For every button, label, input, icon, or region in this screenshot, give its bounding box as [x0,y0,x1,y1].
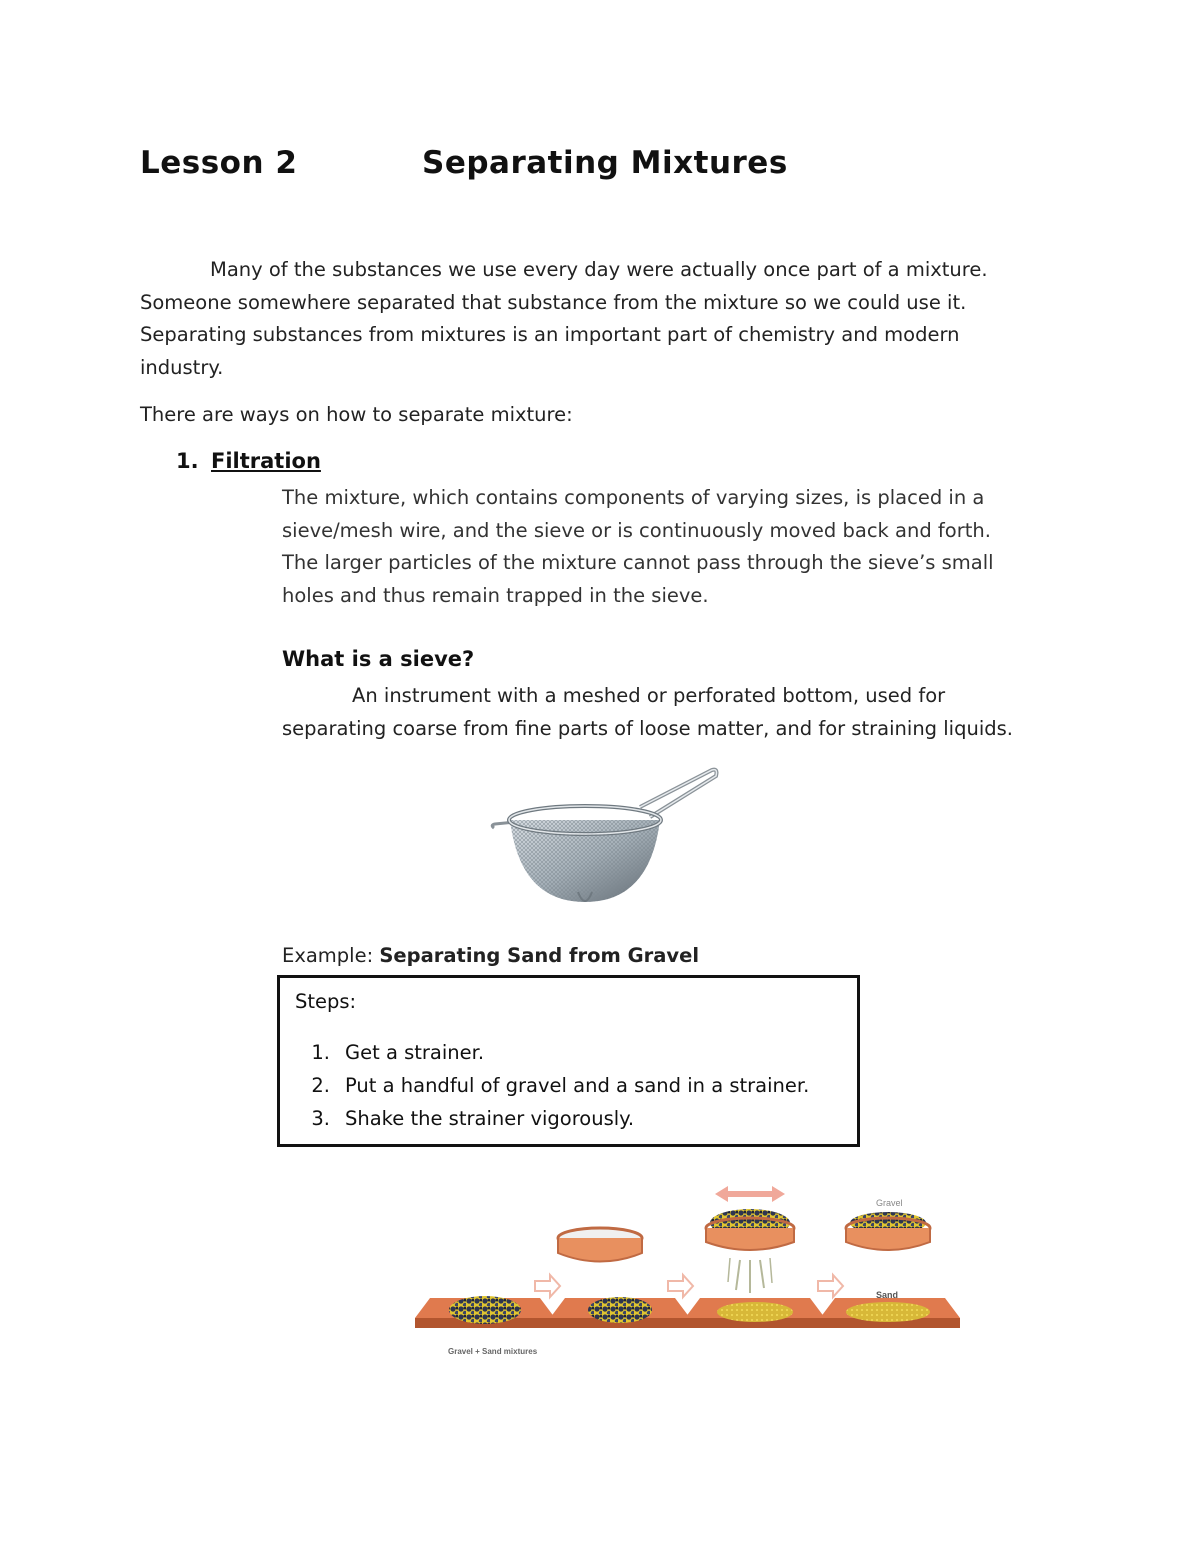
example-line [282,940,699,973]
method-name: Filtration [211,449,321,473]
intro-line: Separating substances from mixtures is an important part of chemistry and modern [140,323,960,346]
step-text: Get a strainer. [345,1041,485,1064]
sand-pile-icon [846,1302,930,1322]
steps-list [295,1036,809,1135]
sieve-image [490,762,722,912]
step-number: 1. [311,1041,330,1064]
gravel-strainer-icon [846,1212,930,1250]
description-line: The mixture, which contains components of varying sizes, is placed in a [282,486,985,509]
sand-pile-icon [717,1302,793,1322]
sand-label: Sand [876,1290,899,1300]
intro-line: Someone somewhere separated that substance from the mixture so we could use it. [140,290,967,314]
ways-sentence: There are ways on how to separate mixture: [140,403,573,426]
definition-line: An instrument with a meshed or perforated bottom, used for [352,684,946,707]
method-heading [211,449,321,473]
intro-line: Many of the substances we use every day were actually once part of a mixture. [210,258,988,281]
list-item [295,1069,809,1102]
description-line: sieve/mesh wire, and the sieve or is continuously moved back and forth. [282,518,991,542]
sieve-heading: What is a sieve? [282,647,475,671]
intro-paragraph [140,254,1040,384]
steps-box [277,975,860,1147]
mixture-label: Gravel + Sand mixtures [448,1347,538,1356]
gravel-label: Gravel [876,1198,903,1208]
list-item [295,1102,809,1135]
description-line: holes and thus remain trapped in the sieve. [282,583,709,607]
method-number: 1. [176,449,199,473]
intro-line: industry. [140,355,224,379]
definition-line: separating coarse from fine parts of loose matter, and for straining liquids. [282,716,1013,740]
list-item [295,1036,809,1069]
empty-strainer-icon [558,1228,642,1262]
step-text: Put a handful of gravel and a sand in a strainer. [345,1074,810,1097]
lesson-number: Lesson 2 [140,145,298,181]
example-label: Example: [282,944,374,967]
mixture-pile-icon [449,1296,521,1324]
steps-label: Steps: [295,990,357,1013]
sieve-definition [282,680,1102,745]
mixture-pile-icon [588,1297,652,1323]
step-number: 3. [311,1107,330,1130]
method-description [282,482,1102,612]
page-title: Separating Mixtures [422,145,788,181]
example-title: Separating Sand from Gravel [379,944,700,967]
step-text: Shake the strainer vigorously. [345,1107,635,1130]
step-number: 2. [311,1074,330,1097]
description-line: The larger particles of the mixture cannot pass through the sieve’s small [282,551,994,574]
separation-diagram [410,1178,975,1360]
